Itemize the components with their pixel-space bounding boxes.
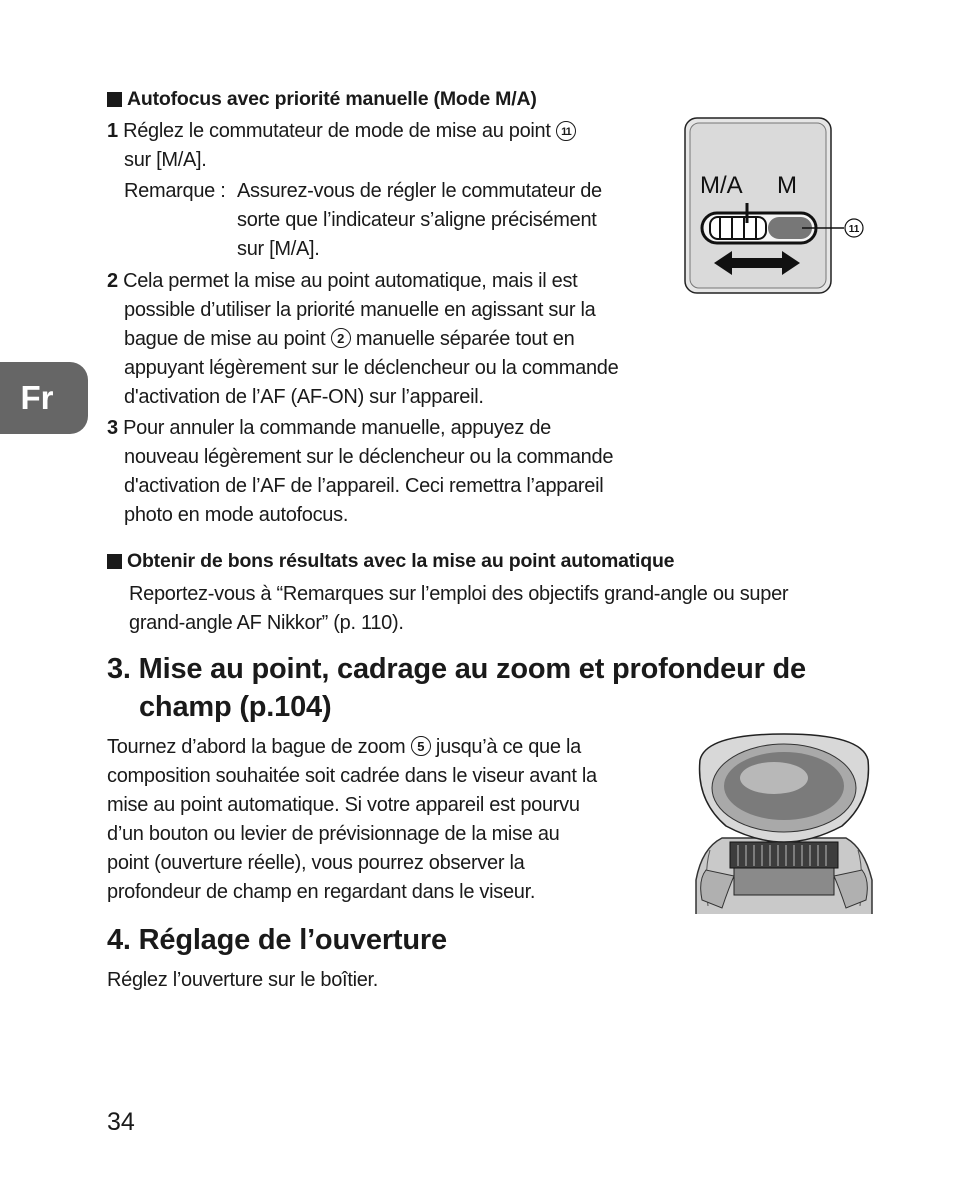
callout-2-icon: 2	[331, 328, 351, 348]
step-3-text: Pour annuler la commande manuelle, appuyez de	[123, 417, 551, 439]
step-3-line: d'activation de l’AF de l’appareil. Ceci remettra l’appareil	[124, 475, 604, 497]
step-3-number: 3	[107, 417, 118, 439]
callout-5-icon: 5	[411, 736, 431, 756]
section-3-text	[107, 733, 597, 907]
switch-label-m: M	[777, 172, 797, 199]
step-3	[107, 414, 613, 530]
section-3-text-part: Tournez d’abord la bague de zoom	[107, 736, 406, 758]
step-2-line: appuyant légèrement sur le déclencheur ou la commande	[124, 357, 619, 379]
focus-mode-switch-illustration	[684, 117, 874, 297]
switch-callout-11: 11	[848, 224, 860, 235]
step-2-text: manuelle séparée tout en	[355, 328, 575, 350]
section-3-line: profondeur de champ en regardant dans le viseur.	[107, 881, 536, 903]
callout-11-icon: 11	[556, 121, 576, 141]
good-results-text	[129, 580, 788, 638]
step-2-text: bague de mise au point	[124, 328, 326, 350]
language-tab-label: Fr	[20, 379, 54, 416]
remark-line: sur [M/A].	[237, 238, 320, 260]
step-2-line: possible d’utiliser la priorité manuelle en agissant sur la	[124, 299, 596, 321]
section-3-line	[107, 733, 597, 762]
lens-photo	[692, 730, 876, 916]
remark-label: Remarque :	[124, 180, 226, 202]
step-2-line: d'activation de l’AF (AF-ON) sur l’appareil.	[124, 386, 484, 408]
section-3-line: point (ouverture réelle), vous pourrez observer la	[107, 852, 525, 874]
section-3-title-line: champ (p.104)	[139, 691, 332, 723]
square-bullet-icon	[107, 92, 122, 107]
section-3-line: composition souhaitée soit cadrée dans le viseur avant la	[107, 765, 597, 787]
good-results-heading	[107, 548, 674, 574]
step-3-line: photo en mode autofocus.	[124, 504, 349, 526]
remark-line: sorte que l’indicateur s’aligne précisément	[237, 209, 597, 231]
section-4-title: 4. Réglage de l’ouverture	[107, 924, 447, 956]
step-2-text: Cela permet la mise au point automatique, mais il est	[123, 270, 578, 292]
step-1-number: 1	[107, 120, 118, 142]
good-results-line: Reportez-vous à “Remarques sur l’emploi des objectifs grand-angle ou super	[129, 583, 789, 605]
lens-on-camera-illustration	[692, 730, 876, 916]
language-tab	[0, 362, 88, 434]
section-3-text-part: jusqu’à ce que la	[435, 736, 581, 758]
square-bullet-icon	[107, 554, 122, 569]
remark-text	[237, 177, 602, 264]
good-results-heading-text: Obtenir de bons résultats avec la mise au point automatique	[127, 550, 675, 572]
step-1-line-1	[107, 117, 576, 146]
switch-label-ma: M/A	[700, 172, 743, 199]
section-3-line: d’un bouton ou levier de prévisionnage de la mise au	[107, 823, 560, 845]
focus-mode-switch-figure	[684, 117, 874, 297]
section-3-line: mise au point automatique. Si votre appareil est pourvu	[107, 794, 580, 816]
step-2-number: 2	[107, 270, 118, 292]
step-2	[107, 267, 618, 412]
section-4-text: Réglez l’ouverture sur le boîtier.	[107, 969, 379, 991]
good-results-line: grand-angle AF Nikkor” (p. 110).	[129, 612, 404, 634]
step-1-line-2: sur [M/A].	[124, 149, 207, 171]
page-number: 34	[107, 1108, 135, 1136]
step-3-line	[107, 414, 613, 443]
step-2-line	[107, 267, 618, 296]
step-2-line	[107, 325, 618, 354]
af-manual-heading	[107, 86, 537, 112]
af-manual-heading-text: Autofocus avec priorité manuelle (Mode M/A)	[127, 88, 537, 110]
section-3-title-line: 3. Mise au point, cadrage au zoom et profondeur de	[107, 653, 806, 685]
remark-line: Assurez-vous de régler le commutateur de	[237, 180, 602, 202]
step-3-line: nouveau légèrement sur le déclencheur ou la commande	[124, 446, 614, 468]
step-1-text: Réglez le commutateur de mode de mise au point	[123, 120, 551, 142]
section-3-title	[107, 650, 806, 726]
